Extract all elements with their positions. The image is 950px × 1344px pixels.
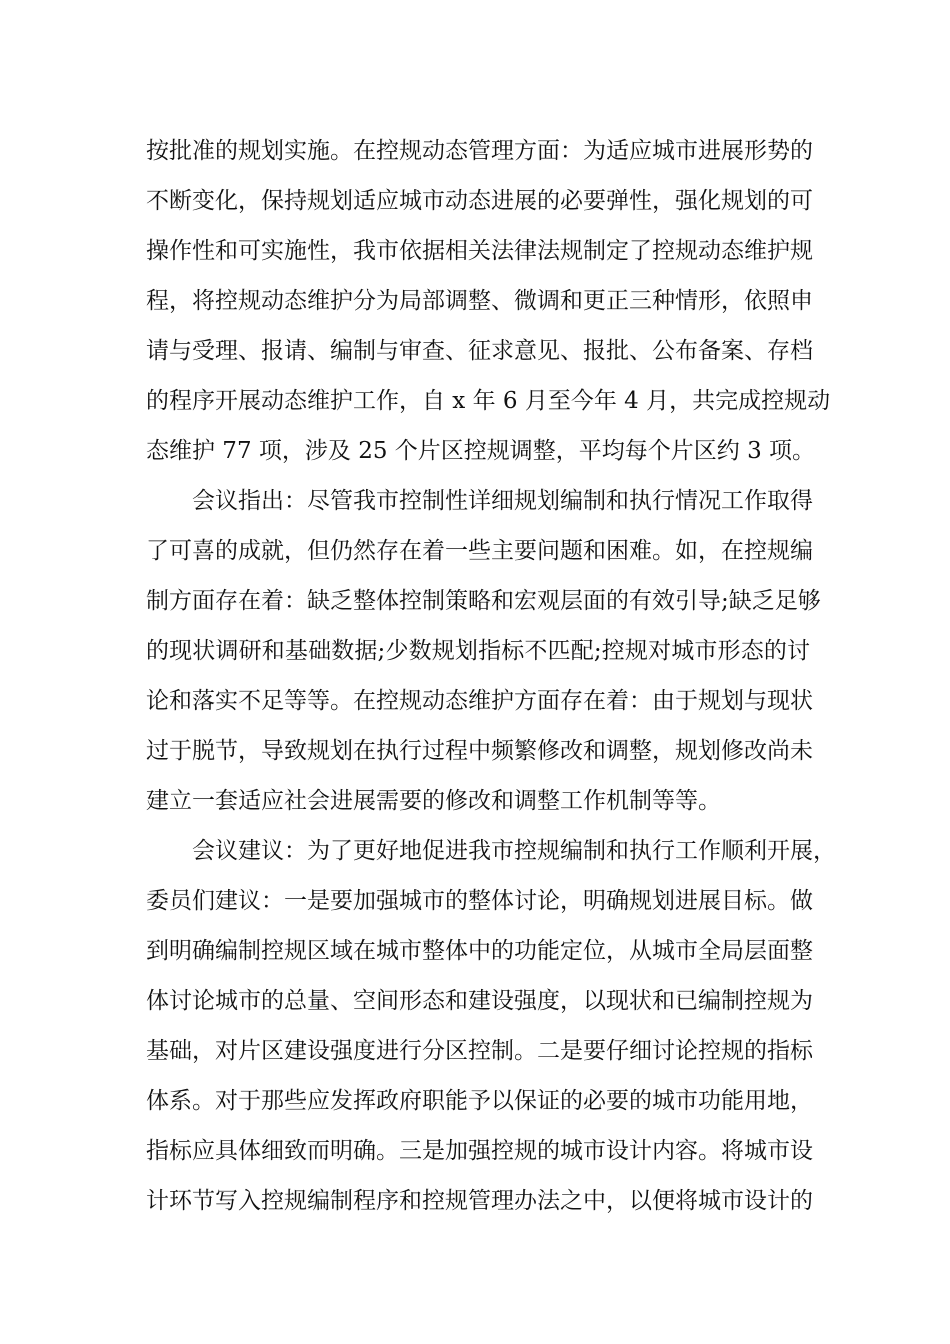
text-line: 程，将控规动态维护分为局部调整、微调和更正三种情形，依照申 bbox=[146, 288, 813, 314]
paragraph-meeting-recommendations bbox=[146, 828, 836, 1228]
paragraph-meeting-findings bbox=[146, 478, 821, 828]
text-line: 不断变化，保持规划适应城市动态进展的必要弹性，强化规划的可 bbox=[146, 188, 813, 214]
text-line: 论和落实不足等等。在控规动态维护方面存在着：由于规划与现状 bbox=[146, 688, 813, 714]
text-line: 到明确编制控规区域在城市整体中的功能定位，从城市全局层面整 bbox=[146, 938, 813, 964]
text-line: 体系。对于那些应发挥政府职能予以保证的必要的城市功能用地， bbox=[146, 1088, 813, 1114]
text-line: 制方面存在着：缺乏整体控制策略和宏观层面的有效引导;缺乏足够 bbox=[146, 588, 821, 614]
text-line: 态维护 77 项，涉及 25 个片区控规调整，平均每个片区约 3 项。 bbox=[146, 438, 816, 464]
text-line: 计环节写入控规编制程序和控规管理办法之中，以便将城市设计的 bbox=[146, 1188, 813, 1214]
text-line: 体讨论城市的总量、空间形态和建设强度，以现状和已编制控规为 bbox=[146, 988, 813, 1014]
text-line: 的现状调研和基础数据;少数规划指标不匹配;控规对城市形态的讨 bbox=[146, 638, 810, 664]
text-line: 会议指出：尽管我市控制性详细规划编制和执行情况工作取得 bbox=[192, 488, 813, 514]
text-line: 的程序开展动态维护工作，自 x 年 6 月至今年 4 月，共完成控规动 bbox=[146, 388, 831, 414]
text-line: 操作性和可实施性，我市依据相关法律法规制定了控规动态维护规 bbox=[146, 238, 813, 264]
paragraph-control-plan-management bbox=[146, 128, 831, 478]
document-body bbox=[146, 128, 836, 1228]
text-line: 委员们建议：一是要加强城市的整体讨论，明确规划进展目标。做 bbox=[146, 888, 813, 914]
text-line: 建立一套适应社会进展需要的修改和调整工作机制等等。 bbox=[146, 788, 721, 814]
text-line: 按批准的规划实施。在控规动态管理方面：为适应城市进展形势的 bbox=[146, 138, 813, 164]
text-line: 了可喜的成就，但仍然存在着一些主要问题和困难。如，在控规编 bbox=[146, 538, 813, 564]
text-line: 请与受理、报请、编制与审查、征求意见、报批、公布备案、存档 bbox=[146, 338, 813, 364]
text-line: 指标应具体细致而明确。三是加强控规的城市设计内容。将城市设 bbox=[146, 1138, 813, 1164]
text-line: 过于脱节，导致规划在执行过程中频繁修改和调整，规划修改尚未 bbox=[146, 738, 813, 764]
text-line: 会议建议：为了更好地促进我市控规编制和执行工作顺利开展， bbox=[192, 838, 836, 864]
text-line: 基础，对片区建设强度进行分区控制。二是要仔细讨论控规的指标 bbox=[146, 1038, 813, 1064]
